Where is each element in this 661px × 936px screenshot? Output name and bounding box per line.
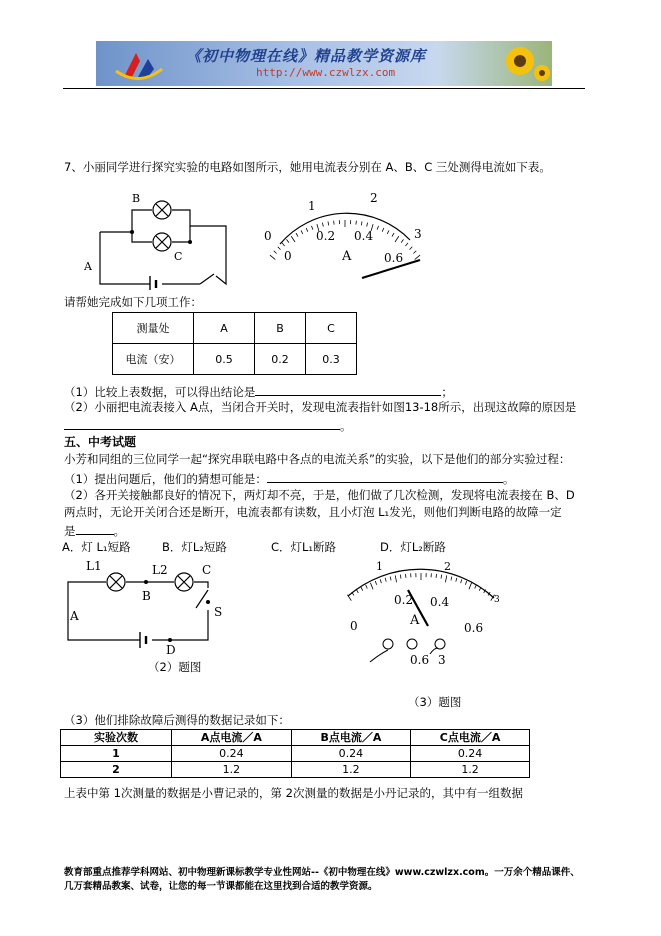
- section5-p2-answer-blank[interactable]: [76, 522, 114, 535]
- section5-ammeter-dial: [330, 558, 510, 670]
- q7-table-header: 测量处: [113, 313, 194, 344]
- q7-label-c: C: [174, 250, 183, 263]
- section5-heading: 五、中考试题: [64, 435, 137, 449]
- sunflower-icon: [494, 43, 550, 85]
- q7-label-a: A: [84, 260, 92, 273]
- dial-tick: [392, 233, 394, 236]
- q7-part1-end: ；: [441, 385, 453, 399]
- s5-label-l2: L2: [152, 563, 168, 577]
- s5-meter-unit: A: [410, 613, 420, 628]
- q7-ammeter-dial: [258, 188, 438, 280]
- dial-tick: [405, 243, 408, 246]
- header-url[interactable]: http://www.czwlzx.com: [256, 66, 396, 79]
- q7-tick-inner-0: 0: [284, 249, 292, 263]
- dial-tick: [451, 577, 452, 581]
- q7-part2-blank-line: [64, 417, 352, 434]
- s5-tick-0: 0: [350, 619, 358, 633]
- q7-table-header: A: [194, 313, 255, 344]
- dial-tick: [387, 230, 389, 234]
- q7-stem: 7、小丽同学进行探究实验的电路如图所示，她用电流表分别在 A、B、C 三处测得电流如下表。: [64, 160, 551, 174]
- dial-tick: [456, 578, 457, 582]
- section5-fig3-caption: （3）题图: [408, 695, 462, 709]
- q7-table-cell: 0.2: [255, 344, 306, 375]
- dial-tick: [465, 581, 466, 585]
- section5-option-a[interactable]: A．灯 L₁短路: [62, 540, 131, 554]
- s5-terminal-06: 0.6: [410, 653, 430, 667]
- section5-p1: [64, 470, 514, 487]
- dial-tick: [469, 583, 472, 589]
- section5-circuit-diagram: [60, 558, 230, 658]
- s5-table-cell: 1.2: [172, 762, 292, 778]
- s5-tick-top-2: 2: [444, 560, 451, 573]
- logo-icon: [114, 47, 164, 81]
- dial-tick: [361, 587, 363, 591]
- s5-table-header: C点电流／A: [411, 730, 530, 746]
- section5-option-d[interactable]: D．灯L₂断路: [380, 540, 446, 554]
- dial-tick: [322, 223, 323, 227]
- section5-fig2-caption: （2）题图: [148, 660, 202, 674]
- dial-tick: [311, 226, 312, 230]
- dial-tick: [445, 575, 446, 582]
- dial-tick: [377, 226, 378, 230]
- s5-table-cell: 1.2: [291, 762, 410, 778]
- header-rule: [63, 88, 585, 89]
- dial-tick: [306, 228, 308, 232]
- s5-tick-04: 0.4: [430, 595, 450, 609]
- s5-label-c: C: [202, 563, 212, 577]
- section5-after-table: 上表中第 1次测量的数据是小曹记录的，第 2次测量的数据是小丹记录的，其中有一组数据: [64, 786, 523, 800]
- s5-table-cell: 1: [61, 746, 172, 762]
- dial-tick: [361, 221, 362, 225]
- q7-tick-inner-04: 0.4: [354, 229, 374, 243]
- s5-table-header: B点电流／A: [291, 730, 410, 746]
- dial-tick: [385, 578, 386, 582]
- section5-p2-line3-end: 。: [113, 524, 125, 538]
- s5-label-b: B: [142, 589, 151, 603]
- q7-part2: （2）小丽把电流表接入 A点，当闭合开关时，发现电流表指针如图13-18所示，出现这故障的原因是: [64, 400, 577, 414]
- q7-table-cell: 电流（安）: [113, 344, 194, 375]
- section5-p1-answer-blank[interactable]: [267, 470, 503, 483]
- section5-option-b[interactable]: B．灯L₂短路: [162, 540, 227, 554]
- q7-tick-outer-3: 3: [414, 227, 422, 241]
- section5-p2-line1: （2）各开关接触都良好的情况下，两灯却不亮，于是，他们做了几次检测，发现将电流表接在 B、D: [64, 488, 575, 502]
- s5-label-d: D: [166, 643, 176, 657]
- dial-tick: [328, 221, 329, 225]
- s5-table-cell: 0.24: [411, 746, 530, 762]
- dial-tick: [356, 589, 358, 593]
- q7-part2-end: 。: [340, 419, 352, 433]
- s5-table-cell: 2: [61, 762, 172, 778]
- q7-tick-outer-0: 0: [264, 229, 272, 243]
- dial-tick: [415, 255, 420, 259]
- s5-tick-3: 3: [494, 595, 500, 605]
- q7-part1: [64, 383, 453, 400]
- dial-tick: [395, 236, 399, 242]
- q7-table-header: C: [306, 313, 357, 344]
- dial-tick: [291, 236, 295, 242]
- q7-part1-text: （1）比较上表数据，可以得出结论是: [64, 385, 256, 399]
- section5-p3: （3）他们排除故障后测得的数据记录如下：: [64, 713, 290, 727]
- dial-tick: [274, 251, 277, 254]
- dial-tick: [366, 585, 368, 589]
- s5-tick-02: 0.2: [394, 593, 414, 607]
- s5-table-cell: 1.2: [411, 762, 530, 778]
- q7-tick-inner-02: 0.2: [316, 229, 336, 243]
- s5-table-cell: 0.24: [291, 746, 410, 762]
- section5-p1-text: （1）提出问题后，他们的猜想可能是：: [64, 472, 267, 486]
- header-title: 《初中物理在线》精品教学资源库: [186, 47, 427, 65]
- q7-data-table: [112, 312, 357, 375]
- dial-tick: [413, 251, 416, 254]
- dial-tick: [390, 577, 391, 581]
- q7-tick-top-1: 1: [308, 199, 316, 213]
- s5-label-a: A: [70, 609, 79, 623]
- s5-table-header: 实验次数: [61, 730, 172, 746]
- q7-meter-unit: A: [342, 249, 352, 264]
- dial-tick: [286, 239, 288, 242]
- q7-table-header: B: [255, 313, 306, 344]
- dial-tick: [401, 239, 403, 242]
- dial-tick: [375, 581, 376, 585]
- dial-tick: [370, 583, 373, 589]
- section5-intro: 小芳和同组的三位同学一起“探究串联电路中各点的电流关系”的实验，以下是他们的部分实验过程：: [64, 452, 571, 466]
- section5-data-table: [60, 729, 530, 778]
- q7-part1-answer-blank[interactable]: [255, 383, 441, 396]
- dial-tick: [380, 579, 381, 583]
- dial-tick: [461, 579, 462, 583]
- s5-tick-06: 0.6: [464, 621, 484, 635]
- q7-tick-inner-06: 0.6: [384, 251, 404, 265]
- s5-tick-top-1: 1: [376, 560, 383, 573]
- section5-option-c[interactable]: C．灯L₁断路: [271, 540, 337, 554]
- q7-table-cell: 0.5: [194, 344, 255, 375]
- dial-tick: [382, 228, 384, 232]
- q7-circuit-diagram: [80, 186, 240, 290]
- dial-tick: [270, 255, 275, 259]
- dial-tick: [282, 243, 285, 246]
- q7-label-b: B: [132, 192, 141, 205]
- dial-tick: [367, 223, 368, 227]
- dial-tick: [347, 595, 351, 601]
- dial-tick: [301, 230, 303, 234]
- s5-label-l1: L1: [86, 559, 102, 573]
- dial-tick: [475, 585, 477, 589]
- s5-table-cell: 0.24: [172, 746, 292, 762]
- section5-p2-line2: 两点时，无论开关闭合还是断开，电流表都有读数，且小灯泡 L₁发光，则他们判断电路的故障一定: [64, 505, 562, 519]
- section5-p2-line3-text: 是: [64, 524, 76, 538]
- q7-prompt: 请帮她完成如下几项工作：: [64, 295, 202, 309]
- q7-table-cell: 0.3: [306, 344, 357, 375]
- dial-tick: [395, 575, 396, 582]
- dial-tick: [278, 247, 281, 250]
- header-banner: [96, 41, 552, 86]
- footer-line1: 教育部重点推荐学科网站、初中物理新课标教学专业性网站--《初中物理在线》www.czwlzx.com。一万余个精品课件、: [64, 867, 580, 878]
- section5-p1-end: 。: [502, 472, 515, 486]
- q7-tick-top-2: 2: [370, 191, 378, 205]
- q7-part2-answer-blank[interactable]: [64, 417, 340, 430]
- s5-table-header: A点电流／A: [172, 730, 292, 746]
- footer-line2: 几万套精品教案、试卷，让您的每一节课都能在这里找到合适的教学资源。: [64, 881, 378, 892]
- dial-tick: [400, 575, 401, 579]
- dial-tick: [410, 247, 413, 250]
- dial-tick: [296, 233, 298, 236]
- s5-label-s: S: [214, 605, 223, 619]
- section5-p2-line3: [64, 522, 125, 539]
- dial-tick: [441, 575, 442, 579]
- s5-terminal-3: 3: [438, 653, 446, 667]
